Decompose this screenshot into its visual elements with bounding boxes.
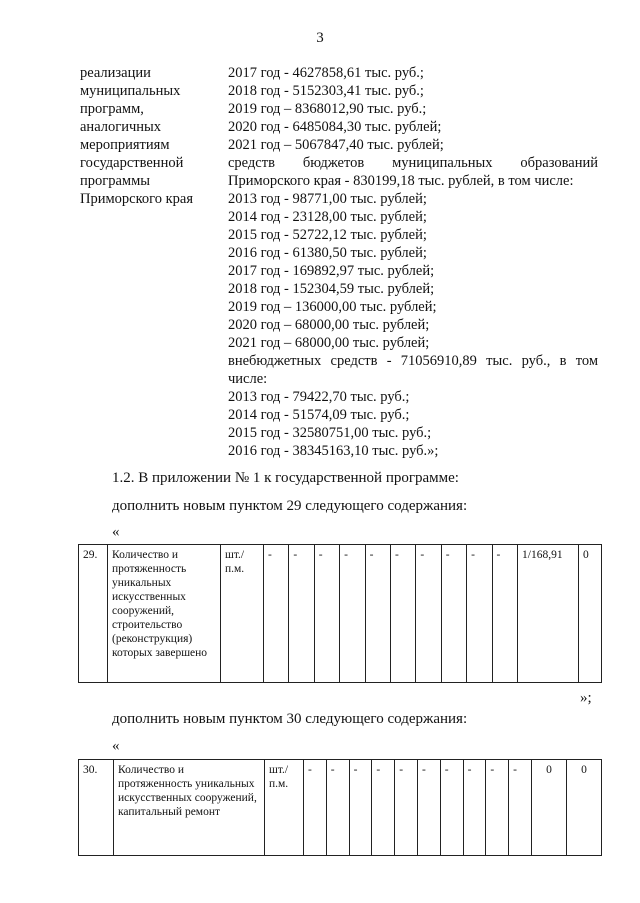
budget-year-line: 2019 год – 136000,00 тыс. рублей; — [228, 299, 437, 315]
value-cell: - — [486, 760, 509, 856]
funding-line: 2021 год – 5067847,40 тыс. рублей; — [228, 137, 444, 153]
page-number: 3 — [316, 30, 324, 46]
paragraph-add-30: дополнить новым пунктом 30 следующего содержания: — [112, 711, 468, 727]
budget-year-line: 2013 год - 98771,00 тыс. рублей; — [228, 191, 427, 207]
value-cell: - — [416, 545, 441, 683]
value-cell: - — [349, 760, 372, 856]
open-quote: « — [112, 738, 120, 754]
unit-cell: шт./ п.м. — [221, 545, 264, 683]
indicator-name: Количество и протяженность уникальных искусственных сооружений, строительство (реконструкция) которых завершено — [108, 545, 221, 683]
value-cell: 0 — [532, 760, 567, 856]
extra-year-line: 2014 год - 51574,09 тыс. руб.; — [228, 407, 410, 423]
value-cell: - — [390, 545, 415, 683]
value-cell: - — [314, 545, 339, 683]
value-cell: - — [467, 545, 492, 683]
budgets-heading-cont: Приморского края - 830199,18 тыс. рублей, в том числе: — [228, 173, 574, 189]
label-line: реализации — [80, 65, 151, 81]
value-cell: - — [304, 760, 327, 856]
budgets-heading: средств бюджетов муниципальных образований — [228, 155, 598, 171]
funding-line: 2017 год - 4627858,61 тыс. руб.; — [228, 65, 424, 81]
value-cell: - — [264, 545, 289, 683]
funding-line: 2019 год – 8368012,90 тыс. руб.; — [228, 101, 427, 117]
label-line: программ, — [80, 101, 144, 117]
value-cell: 0 — [579, 545, 602, 683]
table-row-30 — [78, 759, 602, 856]
funding-line: 2018 год - 5152303,41 тыс. руб.; — [228, 83, 424, 99]
funding-values — [228, 64, 598, 460]
value-cell: 1/168,91 — [518, 545, 579, 683]
value-cell: - — [463, 760, 486, 856]
value-cell: - — [395, 760, 418, 856]
indicator-name: Количество и протяженность уникальных искусственных сооружений, капитальный ремонт — [114, 760, 265, 856]
budget-year-line: 2021 год – 68000,00 тыс. рублей; — [228, 335, 430, 351]
value-cell: - — [417, 760, 440, 856]
budget-year-line: 2014 год - 23128,00 тыс. рублей; — [228, 209, 427, 225]
budget-year-line: 2015 год - 52722,12 тыс. рублей; — [228, 227, 427, 243]
budget-year-line: 2018 год - 152304,59 тыс. рублей; — [228, 281, 435, 297]
value-cell: - — [365, 545, 390, 683]
label-line: муниципальных — [80, 83, 181, 99]
unit-cell: шт./ п.м. — [265, 760, 304, 856]
section-label — [80, 64, 230, 208]
label-line: программы — [80, 173, 150, 189]
budget-year-line: 2017 год - 169892,97 тыс. рублей; — [228, 263, 435, 279]
value-cell: - — [441, 545, 466, 683]
value-cell: - — [289, 545, 314, 683]
value-cell: - — [340, 545, 365, 683]
label-line: государственной — [80, 155, 184, 171]
extra-year-line: 2016 год - 38345163,10 тыс. руб.»; — [228, 443, 439, 459]
row-number: 30. — [79, 760, 114, 856]
value-cell: - — [372, 760, 395, 856]
extra-year-line: 2015 год - 32580751,00 тыс. руб.; — [228, 425, 432, 441]
budget-year-line: 2016 год - 61380,50 тыс. рублей; — [228, 245, 427, 261]
table-row-29 — [78, 544, 602, 683]
value-cell: - — [326, 760, 349, 856]
value-cell: - — [509, 760, 532, 856]
row-number: 29. — [79, 545, 108, 683]
label-line: мероприятиям — [80, 137, 170, 153]
close-quote: »; — [580, 690, 592, 706]
funding-line: 2020 год - 6485084,30 тыс. рублей; — [228, 119, 442, 135]
value-cell: - — [492, 545, 517, 683]
label-line: аналогичных — [80, 119, 161, 135]
extra-year-line: 2013 год - 79422,70 тыс. руб.; — [228, 389, 410, 405]
value-cell: - — [440, 760, 463, 856]
open-quote: « — [112, 524, 120, 540]
paragraph-add-29: дополнить новым пунктом 29 следующего содержания: — [112, 498, 468, 514]
value-cell: 0 — [567, 760, 602, 856]
paragraph-1-2: 1.2. В приложении № 1 к государственной программе: — [112, 470, 459, 486]
label-line: Приморского края — [80, 191, 194, 207]
extra-budget-heading: внебюджетных средств - 71056910,89 тыс. руб., в том — [228, 353, 598, 369]
budget-year-line: 2020 год – 68000,00 тыс. рублей; — [228, 317, 430, 333]
extra-budget-heading-cont: числе: — [228, 371, 268, 387]
